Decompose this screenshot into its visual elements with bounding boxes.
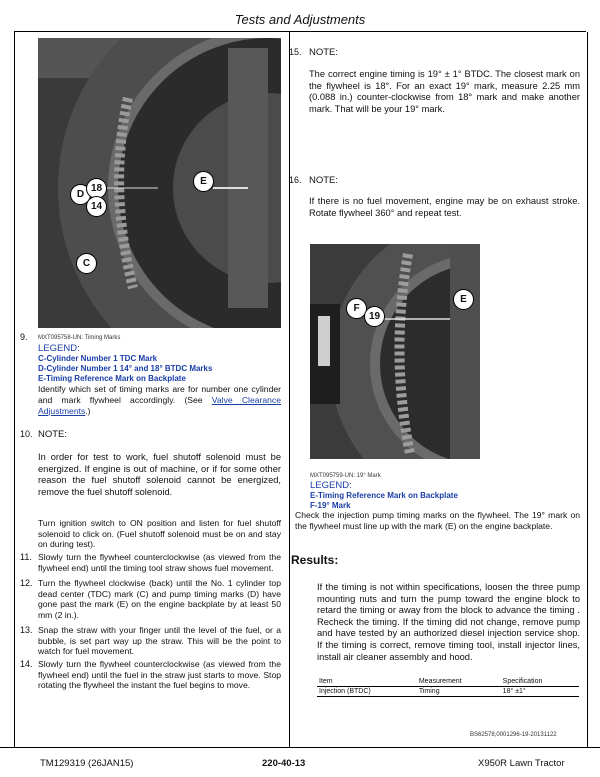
figure2-caption: MXT095759-UN: 19° Mark bbox=[310, 473, 381, 479]
spec-table bbox=[317, 677, 579, 697]
figure2-legend-title: LEGEND: bbox=[310, 480, 352, 491]
valve-clearance-link[interactable]: Valve Clearance Adjustments bbox=[38, 394, 281, 416]
callout-c: C bbox=[76, 253, 97, 274]
footer-doc-id: TM129319 (26JAN15) bbox=[40, 758, 134, 769]
legend-item-e: E-Timing Reference Mark on Backplate bbox=[38, 374, 186, 383]
footer-product: X950R Lawn Tractor bbox=[478, 758, 565, 769]
footer-page-number: 220-40-13 bbox=[262, 758, 306, 769]
step-13-text: Snap the straw with your finger until the level of the fuel, or a bubble, is set part way up the straw. This will be the point to watch for fuel movement. bbox=[38, 625, 281, 657]
19-degree-mark-illustration bbox=[310, 244, 480, 459]
callout-19: 19 bbox=[364, 306, 385, 327]
callout-f: F bbox=[346, 298, 367, 319]
legend-item-f: F-19° Mark bbox=[310, 501, 351, 510]
legend-item-e2: E-Timing Reference Mark on Backplate bbox=[310, 491, 458, 500]
timing-marks-photo bbox=[38, 38, 281, 328]
step-14-text: Slowly turn the flywheel counterclockwise (as viewed from the flywheel end) until the fuel in the straw just starts to move. Stop rotating the flywheel the instant the fuel begins to move. bbox=[38, 659, 281, 691]
step-9-body: Identify which set of timing marks are for number one cylinder and mark flywheel accordingly. (See bbox=[38, 384, 281, 405]
step-9-number: 9. bbox=[20, 332, 28, 342]
step-11-text: Slowly turn the flywheel counterclockwise (as viewed from the flywheel end) until the timing tool straw shows fuel movement. bbox=[38, 552, 281, 573]
19-degree-mark-photo bbox=[310, 244, 480, 459]
results-heading: Results: bbox=[291, 553, 339, 567]
timing-marks-illustration bbox=[38, 38, 281, 328]
step-15-note-label: NOTE: bbox=[309, 47, 339, 58]
step-10-note: In order for test to work, fuel shutoff solenoid must be energized. If engine is out of machine, or if for some other reason the fuel shutoff solenoid cannot be energized, remove the fuel shutoff solenoid. bbox=[38, 452, 281, 497]
step-16-number: 16. bbox=[289, 175, 302, 185]
step-9-end: .) bbox=[85, 405, 91, 416]
spec-cell-measurement: Timing bbox=[417, 687, 501, 697]
spec-cell-specification: 18° ±1° bbox=[501, 687, 579, 697]
step-10-note-label: NOTE: bbox=[38, 429, 68, 440]
step-11-number: 11. bbox=[20, 552, 32, 562]
callout-18: 18 bbox=[86, 178, 107, 199]
reference-id: BS62578,0001296-19-20131122 bbox=[470, 732, 557, 738]
step-10-text: Turn ignition switch to ON position and listen for fuel shutoff solenoid to click on. (Fuel shutoff solenoid must be on and stay on during test). bbox=[38, 518, 281, 550]
figure1-legend-title: LEGEND: bbox=[38, 343, 80, 354]
step-15-note: The correct engine timing is 19° ± 1° BTDC. The closest mark on the flywheel is 18°. For an exact 19° mark, measure 2.25 mm (0.088 in.) counter-clockwise from 18° mark and make another mark. That will be your 19° mark. bbox=[309, 69, 580, 114]
step-15-number: 15. bbox=[289, 47, 302, 57]
step-16-note: If there is no fuel movement, engine may be on exhaust stroke. Rotate flywheel 360° and repeat test. bbox=[309, 196, 580, 218]
step-14-number: 14. bbox=[20, 659, 33, 669]
spec-header-specification: Specification bbox=[501, 677, 579, 687]
table-row bbox=[317, 687, 579, 697]
step-12-number: 12. bbox=[20, 578, 33, 588]
callout-e-2: E bbox=[453, 289, 474, 310]
figure1-caption: MXT095758-UN: Timing Marks bbox=[38, 335, 121, 341]
legend-item-d: D-Cylinder Number 1 14° and 18° BTDC Marks bbox=[38, 364, 213, 373]
step-9-text bbox=[38, 384, 281, 416]
column-divider bbox=[289, 32, 290, 747]
step-10-number: 10. bbox=[20, 429, 33, 439]
step-13-number: 13. bbox=[20, 625, 33, 635]
spec-table-header bbox=[317, 677, 579, 687]
spec-header-item: Item bbox=[317, 677, 417, 687]
spec-cell-item: Injection (BTDC) bbox=[317, 687, 417, 697]
step-12-text: Turn the flywheel clockwise (back) until the No. 1 cylinder top dead center (TDC) mark (C) and pump timing marks (D) have gone past the mark (E) on the engine backplate by at least 50 mm (2 in.). bbox=[38, 578, 281, 620]
page-footer bbox=[0, 747, 600, 777]
callout-14: 14 bbox=[86, 196, 107, 217]
step-16-note-label: NOTE: bbox=[309, 175, 339, 186]
figure2-text: Check the injection pump timing marks on the flywheel. The 19° mark on the flywheel must line up with the mark (E) on the engine backplate. bbox=[295, 510, 580, 531]
callout-d: D bbox=[70, 184, 91, 205]
page-header bbox=[14, 10, 586, 32]
legend-item-c: C-Cylinder Number 1 TDC Mark bbox=[38, 354, 158, 363]
callout-e: E bbox=[193, 171, 214, 192]
section-title: Tests and Adjustments bbox=[234, 12, 366, 27]
results-text: If the timing is not within specifications, loosen the three pump mounting nuts and turn the pump toward the engine block to retard the timing or away from the block to advance the timing . Recheck the timing. If the timing did not change, remove pump and have tested by an authorized diesel injection service shop. If the timing is correct, remove timing tool, install injector lines, install air cleaner assembly and hood. bbox=[317, 582, 580, 662]
spec-header-measurement: Measurement bbox=[417, 677, 501, 687]
